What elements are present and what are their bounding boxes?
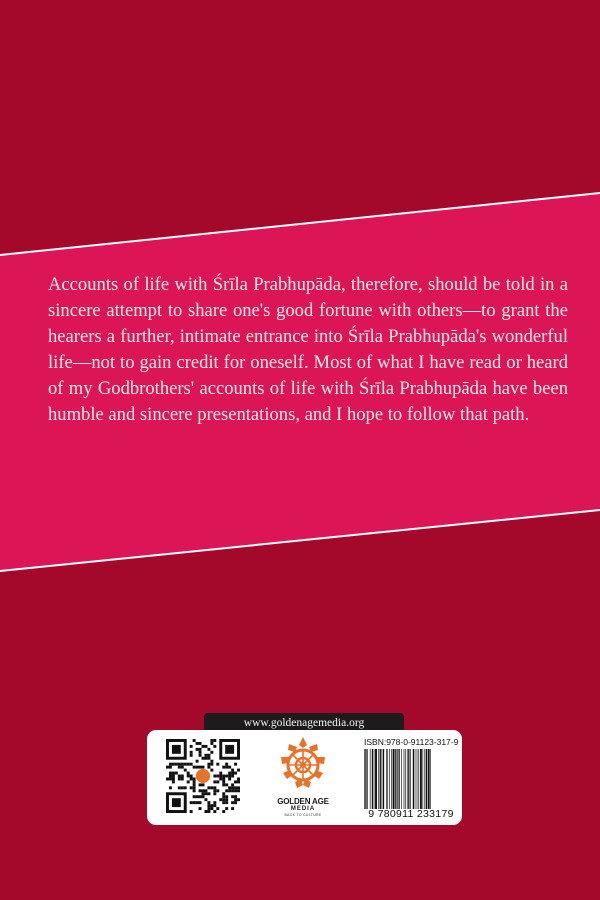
blurb-text: Accounts of life with Śrīla Prabhupāda, therefore, should be told in a sincere attempt to share one's good fortune with others—to grant the hearers a further, intimate entrance into Śrīla Prabhupāda's wonderful life—not to gain credit for oneself. Most of what I have read or heard of my Godbrothers' accounts of life with Śrīla Prabhupāda have been humble and sincere presentations, and I hope to follow that path. (48, 274, 568, 425)
barcode-icon (363, 749, 459, 809)
golden-age-media-logo (273, 735, 333, 819)
website-url: www.goldenagemedia.org (204, 713, 404, 734)
logo-subname: MEDIA (290, 806, 316, 812)
logo-name: GOLDEN AGE (277, 797, 329, 806)
qr-code-icon (166, 739, 240, 813)
publisher-info-card (147, 730, 462, 825)
barcode-number: 9 780911 233179 (368, 808, 454, 820)
logo-tagline: BACK TO CULTURE (284, 813, 322, 817)
golden-age-media-logo-icon (273, 735, 333, 797)
isbn-label: ISBN:978-0-91123-317-9 (364, 737, 459, 747)
